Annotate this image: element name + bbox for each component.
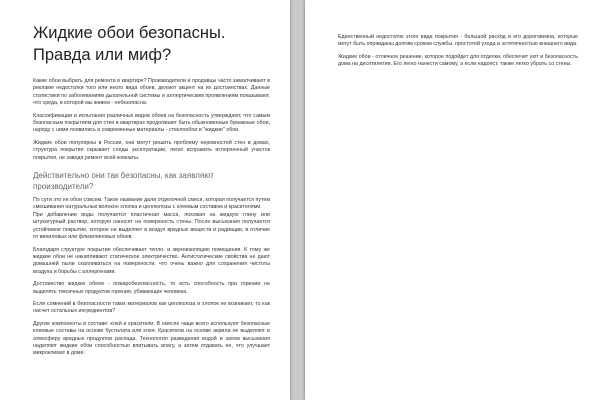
document-page-2	[305, 0, 600, 400]
page2-paragraph-1: Единственный недостаток этого вида покрытия - большой расход и его дороговизна, которые могут быть оправданы долгим сроком службы, простотой ухода и эстетичностью внешнего вида.	[338, 34, 578, 48]
page-title: Жидкие обои безопасны. Правда или миф?	[33, 24, 226, 64]
body-paragraph-4: Достоинство жидких обоев - пожаробезопасность, то есть способность при горении не выделять токсичных продуктов горения, убивающих человека.	[33, 281, 270, 295]
page2-paragraph-2: Жидкие обои - отличное решение, которое подойдет для отделки, обеспечит уют и безопасность дома на десятилетия. Его легко нанести самому, а если надоест, также легко убрать со стены.	[338, 53, 578, 68]
body-paragraph-1: По сути это не обои совсем. Такое название дали отделочной смеси, которая получается путем смешивания натуральных волокон хлопка и целлюлозы с клеевым составом и красителями.	[33, 197, 270, 211]
document-page-1	[0, 0, 290, 400]
body-paragraph-5: Если сомнений в безопасности таких материалов как целлюлоза и хлопок не возникает, то как насчет остальных ингредиентов?	[33, 300, 270, 315]
body-paragraph-6: Другие компоненты в составе: клей и красители. В смесях чаще всего используют безопасные клеевые составы на основе бустилата или клея. Красители на основе акрила не выделяют в атмосферу вредных продуктов распада. Технология разведения водой и затем высыхания наделяют жидкие обои способностью впитывать влагу, а затем отдавать ее, что улучшает микроклимат в доме.	[33, 320, 270, 357]
body-paragraph-3: Благодаря структуре покрытие обеспечивает тепло- и звукоизоляцию помещения. К тому же жидкие обои не накапливают статическое электричество. Антистатические свойства не дают домашней пыли скапливаться на поверхности, что очень важно для сохранения чистоты воздуха и борьбы с аллергенами.	[33, 246, 270, 275]
body-paragraph-2: При добавлении воды получается пластичная масса, похожая на жидкую глину или штукатурный раствор, которую наносят на поверхность стены. После высыхания получается устойчивое покрытие, которое не выделяет в воздух вредных веществ и радиации, в отличие от виниловых или флизелиновых обоев.	[33, 211, 270, 241]
intro-paragraph-3: Жидкие обои популярны в России, они могут решить проблему неровностей стен в домах, структура покрытия скрывает следы эксплуатации, легко исправить испорченный участок покрытия, не заводя ремонт всей комнаты.	[33, 139, 270, 161]
intro-paragraph-1: Какие обои выбрать для ремонта в квартире? Производители и продавцы часто замалчивают в рекламе недостатки того или иного вида обоев, делают акцент на их достоинствах. Данные статистики по заболеваниям дыхательной системы и аллергическим проявлениям показывают, что среда, в которой мы живем - небезопасна.	[33, 78, 270, 107]
section-subheading: Действительно они так безопасны, как заявляют производители?	[33, 171, 214, 192]
intro-paragraph-2: Классификации и испытания различных видов обоев на безопасность утверждают, что самым безопасным покрытием для стен в квартирах продолжают быть обыкновенные бумажные обои, наряду с ними появились и современные материалы - стеклообои и "жидкие" обои.	[33, 112, 270, 134]
